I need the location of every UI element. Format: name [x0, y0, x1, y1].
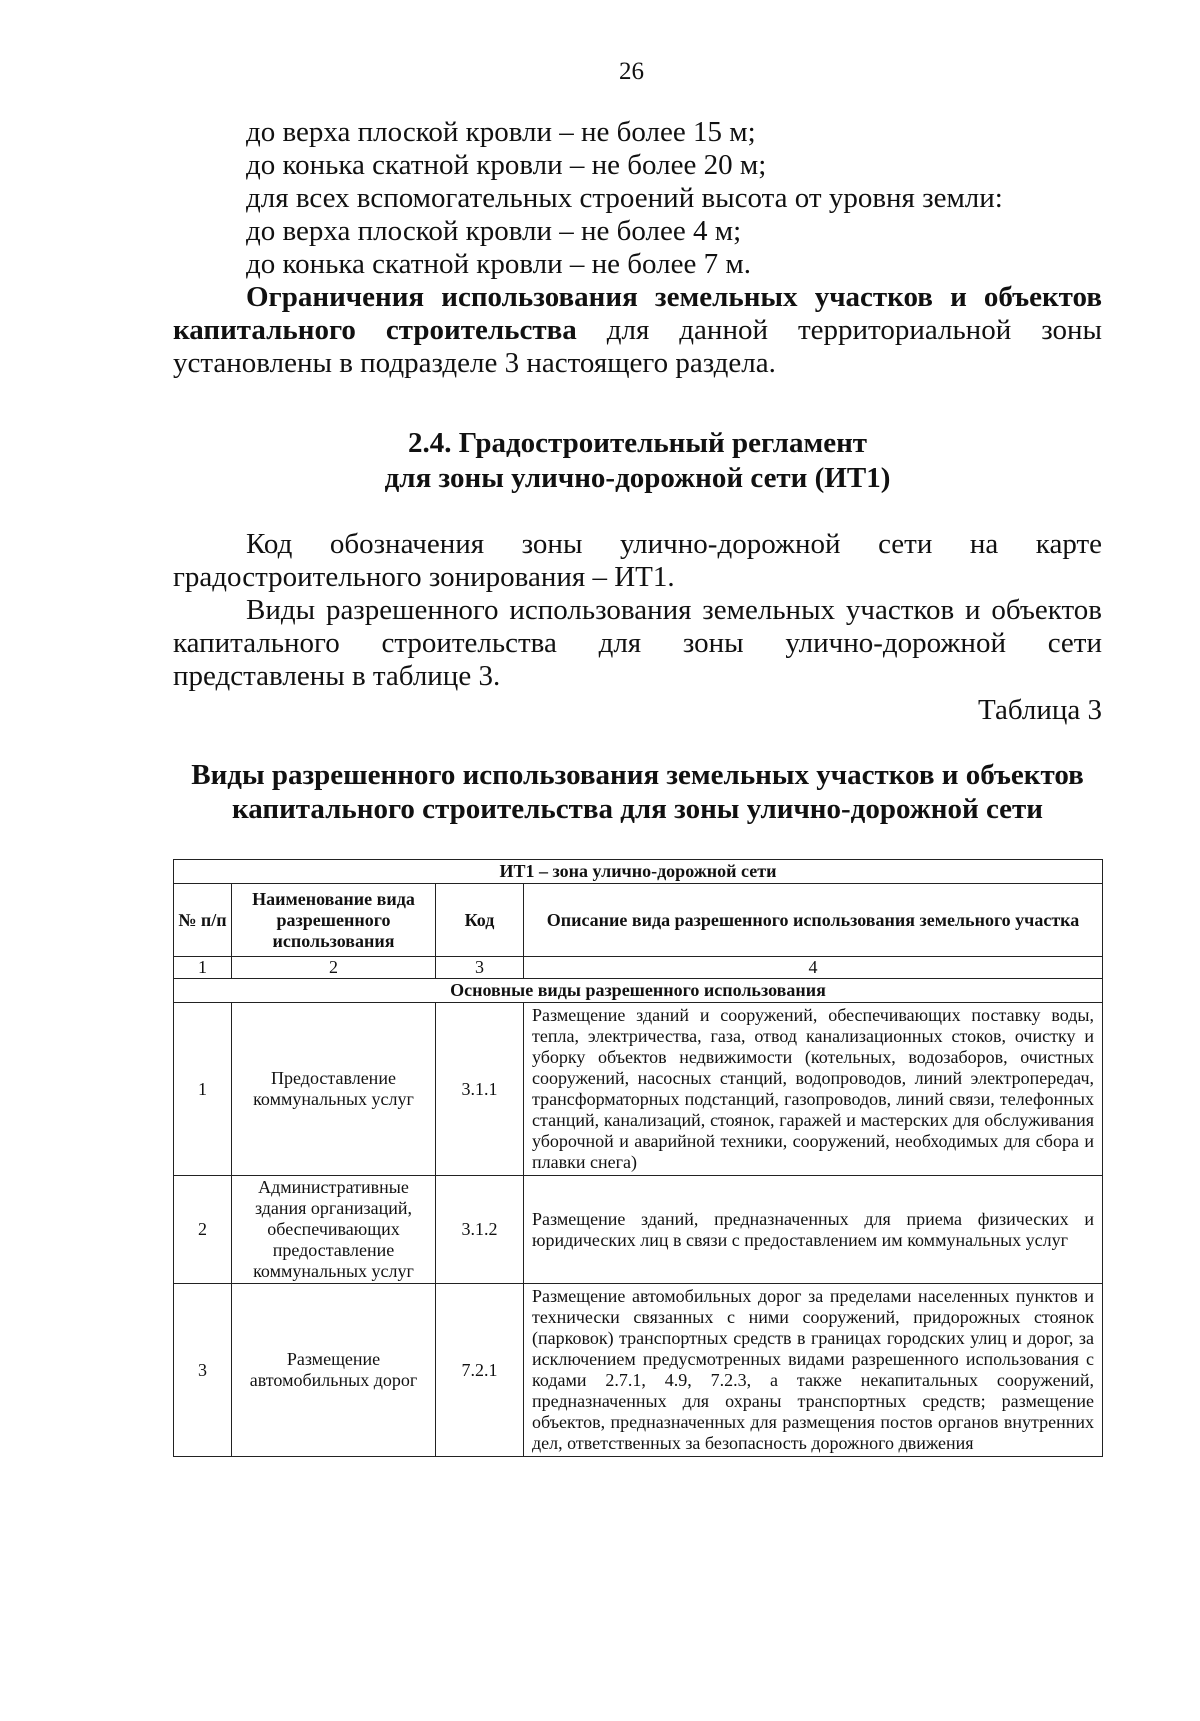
- table-row: [174, 1003, 1103, 1176]
- column-number: 2: [232, 957, 436, 979]
- section-heading: [173, 426, 1102, 496]
- row-name: Размещение автомобильных дорог: [232, 1284, 436, 1457]
- limit-line: для всех вспомогательных строений высота от уровня земли:: [246, 182, 1003, 214]
- row-code: 7.2.1: [436, 1284, 524, 1457]
- group-title: Основные виды разрешенного использования: [174, 979, 1103, 1003]
- header-description: Описание вида разрешенного использования земельного участка: [524, 884, 1103, 957]
- column-number: 3: [436, 957, 524, 979]
- row-num: 3: [174, 1284, 232, 1457]
- table-caption: ИТ1 – зона улично-дорожной сети: [174, 860, 1103, 884]
- permitted-use-table: [173, 859, 1103, 1457]
- row-code: 3.1.1: [436, 1003, 524, 1176]
- section-heading-line1: 2.4. Градостроительный регламент: [407, 427, 868, 459]
- restrictions-paragraph: [173, 281, 1102, 380]
- height-limits-text: [173, 116, 1102, 380]
- table-row: [174, 1284, 1103, 1457]
- header-name: Наименование вида разрешенного использования: [232, 884, 436, 957]
- table-title-line2: капитального строительства для зоны улично-дорожной сети: [232, 793, 1043, 825]
- restrictions-bold: Ограничения использования земельных участков и объектов капитального строительства: [173, 281, 1102, 346]
- row-num: 1: [174, 1003, 232, 1176]
- zone-code-paragraph: Код обозначения зоны улично-дорожной сети на карте градостроительного зонирования – ИТ1.: [173, 528, 1102, 593]
- limit-line: до верха плоской кровли – не более 15 м;: [246, 116, 756, 148]
- column-number-row: [174, 957, 1103, 979]
- page-number: 26: [619, 58, 644, 85]
- table-title: [173, 758, 1102, 826]
- row-description: Размещение зданий и сооружений, обеспечивающих поставку воды, тепла, электричества, газа, отвод канализационных стоков, очистку и уборку объектов недвижимости (котельных, водозаборов, очистных сооружений, насосных станций, водопроводов, линий электропередач, трансформаторных подстанций, газопроводов, линий связи, телефонных станций, канализаций, стоянок, гаражей и мастерских для обслуживания уборочной и аварийной техники, сооружений, необходимых для сбора и плавки снега): [524, 1003, 1103, 1176]
- table-caption-row: [174, 860, 1103, 884]
- table-label: Таблица 3: [977, 694, 1102, 726]
- table-title-line1: Виды разрешенного использования земельных участков и объектов: [191, 759, 1084, 791]
- row-description: Размещение автомобильных дорог за пределами населенных пунктов и технически связанных с ними сооружений, придорожных стоянок (парковок) транспортных средств в границах городских улиц и дорог, за исключением предусмотренных видами разрешенного использования с кодами 2.7.1, 4.9, 7.2.3, а также некапитальных сооружений, предназначенных для охраны транспортных средств; размещение объектов, предназначенных для размещения постов органов внутренних дел, ответственных за безопасность дорожного движения: [524, 1284, 1103, 1457]
- row-num: 2: [174, 1176, 232, 1284]
- permitted-use-paragraph: Виды разрешенного использования земельных участков и объектов капитального строительства для зоны улично-дорожной сети представлены в таблице 3.: [173, 594, 1102, 692]
- group-row: [174, 979, 1103, 1003]
- column-number: 4: [524, 957, 1103, 979]
- limit-line: до конька скатной кровли – не более 20 м;: [246, 149, 767, 181]
- restrictions-rest: для данной территориальной зоны установлены в подразделе 3 настоящего раздела.: [173, 314, 1102, 379]
- row-name: Административные здания организаций, обеспечивающих предоставление коммунальных услуг: [232, 1176, 436, 1284]
- table-row: [174, 1176, 1103, 1284]
- section-heading-line2: для зоны улично-дорожной сети (ИТ1): [384, 462, 891, 494]
- row-description: Размещение зданий, предназначенных для приема физических и юридических лиц в связи с предоставлением им коммунальных услуг: [524, 1176, 1103, 1284]
- limit-line: до конька скатной кровли – не более 7 м.: [246, 248, 751, 280]
- header-num: № п/п: [174, 884, 232, 957]
- table-header-row: [174, 884, 1103, 957]
- row-name: Предоставление коммунальных услуг: [232, 1003, 436, 1176]
- column-number: 1: [174, 957, 232, 979]
- limit-line: до верха плоской кровли – не более 4 м;: [246, 215, 742, 247]
- header-code: Код: [436, 884, 524, 957]
- row-code: 3.1.2: [436, 1176, 524, 1284]
- zone-description: [173, 528, 1102, 693]
